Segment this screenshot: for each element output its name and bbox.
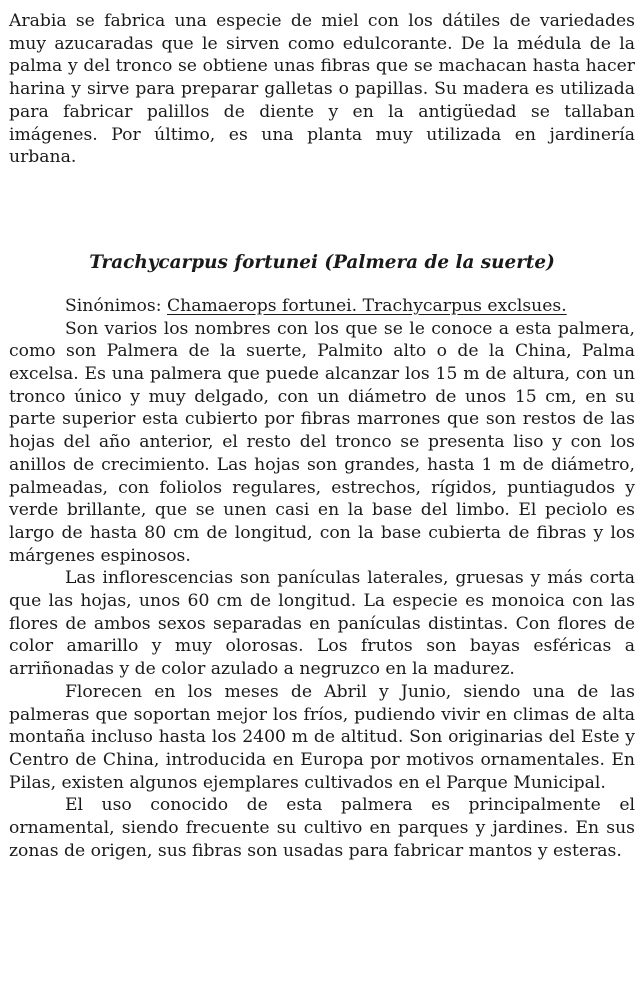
section-title: Trachycarpus fortunei (Palmera de la suerte) (89, 251, 555, 273)
body-paragraph-names: Son varios los nombres con los que se le conoce a esta palmera, como son Palmera de la suerte, Palmito alto o de la China, Palma excelsa. Es una palmera que puede alcanzar los 15 m de altura, con un tronco único y muy delgado, con un diámetro de unos 15 cm, en su parte superior esta cubierto por fibras marrones que son restos de las hojas del año anterior, el resto del tronco se presenta liso y con los anillos de crecimiento. Las hojas son grandes, hasta 1 m de diámetro, palmeadas, con foliolos regulares, estrechos, rígidos, puntiagudos y verde brillante, que se unen casi en la base del limbo. El peciolo es largo de hasta 80 cm de longitud, con la base cubierta de fibras y los márgenes espinosos. (9, 318, 635, 566)
synonyms-links: Chamaerops fortunei. Trachycarpus exclsues. (166, 295, 567, 316)
intro-paragraph: Arabia se fabrica una especie de miel con los dátiles de variedades muy azucaradas que le sirven como edulcorante. De la médula de la palma y del tronco se obtiene unas fibras que se machacan hasta hacer harina y sirve para preparar galletas o papillas. Su madera es utilizada para fabricar palillos de diente y en la antigüedad se tallaban imágenes. Por último, es una planta muy utilizada en jardinería urbana. (9, 11, 635, 168)
body-paragraph-flowering: Florecen en los meses de Abril y Junio, siendo una de las palmeras que soportan mejor los fríos, pudiendo vivir en climas de alta montaña incluso hasta los 2400 m de altitud. Son originarias del Este y Centro de China, introducida en Europa por motivos ornamentales. En Pilas, existen algunos ejemplares cultivados en el Parque Municipal. (9, 681, 635, 793)
synonyms-line (9, 295, 635, 318)
document-page (9, 10, 635, 863)
synonyms-label: Sinónimos: (65, 295, 167, 316)
body-paragraph-uses: El uso conocido de esta palmera es principalmente el ornamental, siendo frecuente su cultivo en parques y jardines. En sus zonas de origen, sus fibras son usadas para fabricar mantos y esteras. (9, 795, 635, 861)
body-paragraph-inflorescences: Las inflorescencias son panículas laterales, gruesas y más corta que las hojas, unos 60 cm de longitud. La especie es monoica con las flores de ambos sexos separadas en panículas distintas. Con flores de color amarillo y muy olorosas. Los frutos son bayas esféricas a arriñonadas y de color azulado a negruzco en la madurez. (9, 568, 635, 680)
